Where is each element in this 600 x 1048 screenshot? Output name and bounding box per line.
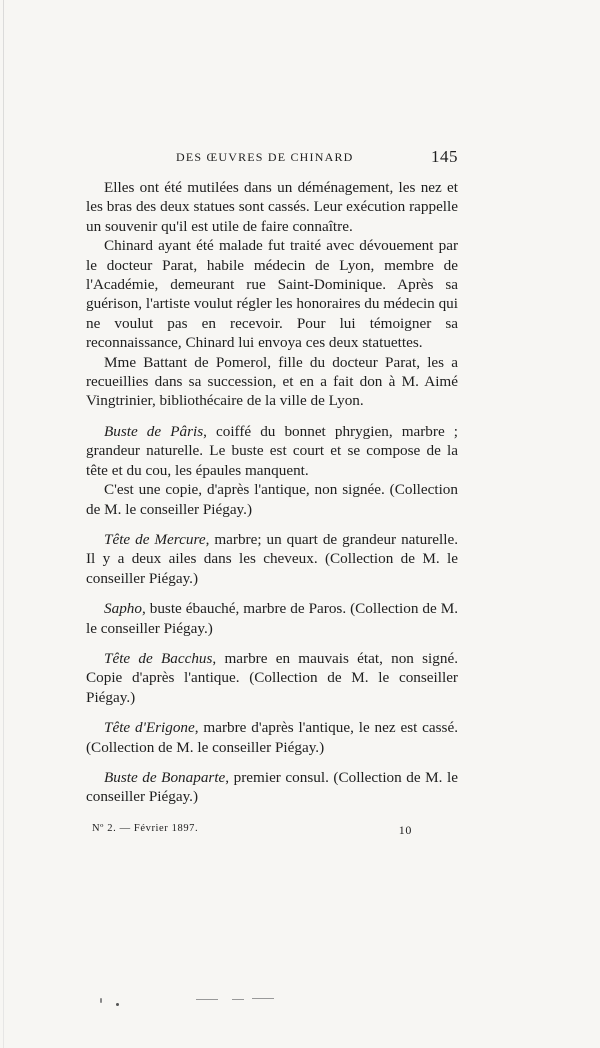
scan-noise [196, 999, 218, 1000]
paragraph [86, 599, 458, 638]
paragraph [86, 422, 458, 480]
paragraph-text: , coiffé du bonnet phrygien, marbre ; grandeur naturelle. Le buste est court et se compose de la tête et du cou, les épaules manquent. [86, 422, 458, 479]
paragraph-text: , premier consul. (Collection de M. le conseiller Piégay.) [86, 768, 458, 806]
paragraph-text: C'est une copie, d'après l'antique, non signée. (Collection de M. le conseiller Piégay.) [86, 481, 458, 518]
paragraph [86, 353, 458, 411]
paragraph-text: , marbre en mauvais état, non signé. Copie d'après l'antique. (Collection de M. le conseiller Piégay.) [86, 649, 458, 706]
ink-speck [116, 1003, 119, 1006]
page-header [86, 147, 458, 170]
artwork-title: Sapho [104, 600, 142, 618]
artwork-title: Tête de Mercure [104, 530, 206, 548]
running-head: DES ŒUVRES DE CHINARD [176, 150, 354, 164]
paragraph-text: , marbre d'après l'antique, le nez est cassé. (Collection de M. le conseiller Piégay.) [86, 719, 458, 756]
ink-speck [100, 998, 102, 1003]
scan-noise [252, 998, 274, 999]
page-footer [92, 823, 412, 839]
artwork-title: Tête d'Erigone [104, 719, 195, 737]
sheet-number: 10 [398, 823, 412, 837]
paragraph-text: , marbre; un quart de grandeur naturelle. Il y a deux ailes dans les cheveux. (Collection de M. le conseiller Piégay.) [86, 530, 458, 587]
paragraph [86, 530, 458, 588]
paragraph [86, 649, 458, 707]
body-text [86, 178, 458, 807]
paragraph-text: Chinard ayant été malade fut traité avec dévouement par le docteur Parat, habile médecin de Lyon, membre de l'Académie, demeurant rue Saint-Dominique. Après sa guérison, l'artiste voulut régler les honoraires du médecin qui ne voulut pas en recevoir. Pour lui témoigner sa reconnaissance, Chinard lui envoya ces deux statuettes. [86, 237, 458, 352]
paragraph-text: Mme Battant de Pomerol, fille du docteur Parat, les a recueillies dans sa succession, et en a fait don à M. Aimé Vingtrinier, bibliothécaire de la ville de Lyon. [86, 353, 458, 410]
signature-mark: Nº 2. — Février 1897. [92, 823, 199, 834]
artwork-title: Tête de Bacchus [104, 649, 213, 667]
paragraph [86, 718, 458, 757]
artwork-title: Buste de Pâris [104, 422, 204, 440]
paragraph [86, 178, 458, 236]
artwork-title: Buste de Bonaparte [104, 768, 226, 786]
paragraph-text: , buste ébauché, marbre de Paros. (Collection de M. le conseiller Piégay.) [86, 600, 458, 637]
page-number: 145 [431, 147, 458, 166]
paragraph [86, 236, 458, 352]
paragraph [86, 768, 458, 807]
scan-noise [232, 999, 244, 1000]
paragraph [86, 480, 458, 519]
page-edge-shadow [3, 0, 4, 1048]
paragraph-text: Elles ont été mutilées dans un déménagement, les nez et les bras des deux statues sont cassés. Leur exécution rappelle un souvenir qu'il est utile de faire connaître. [86, 179, 458, 235]
